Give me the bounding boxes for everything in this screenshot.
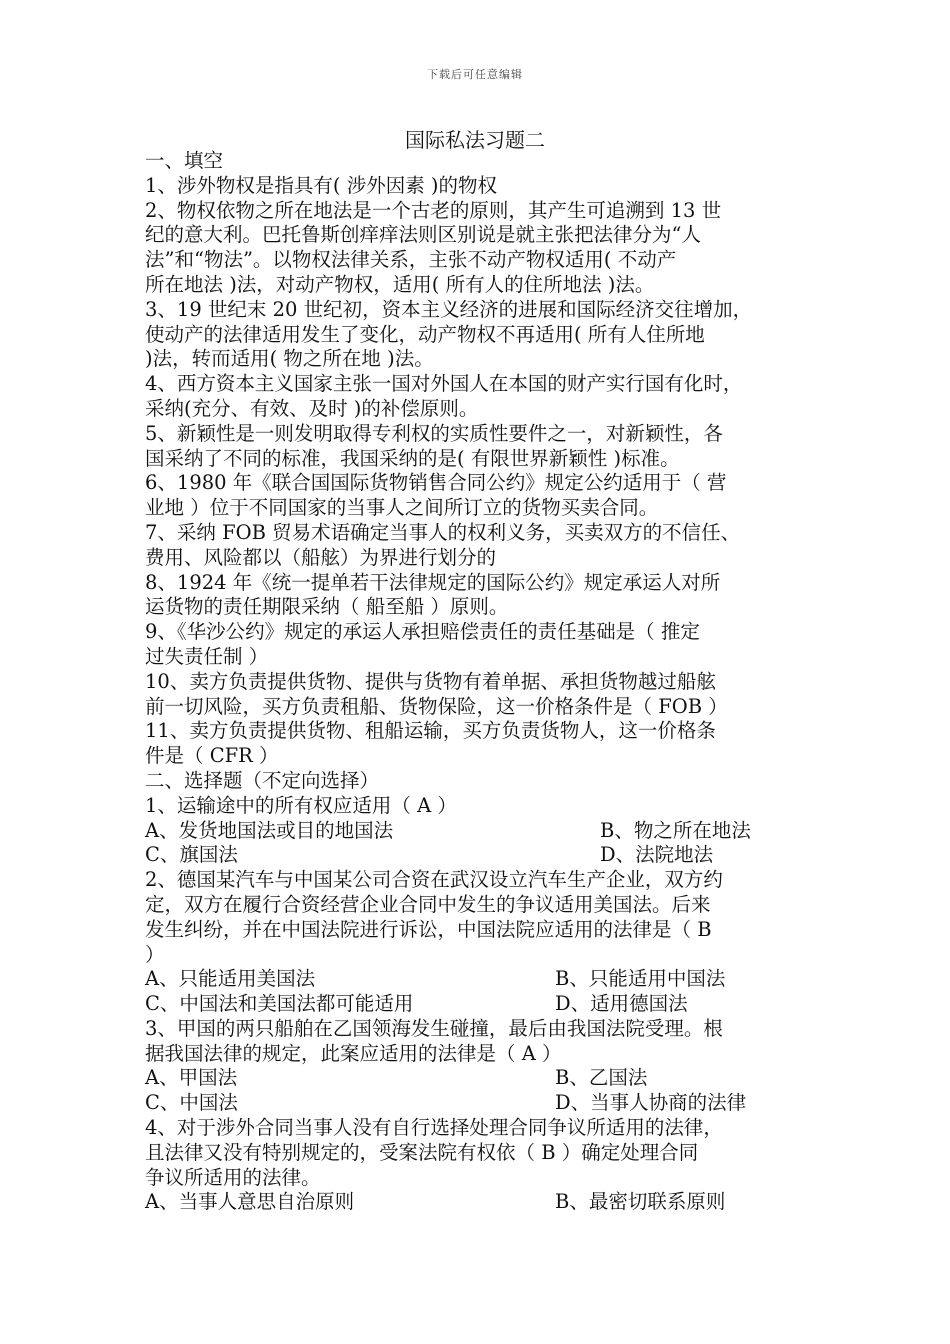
question-line: 据我国法律的规定，此案应适用的法律是（ A ） bbox=[145, 1041, 562, 1065]
text-line: 采纳(充分、有效、及时 )的补偿原则。 bbox=[145, 396, 479, 420]
option-row bbox=[145, 967, 815, 992]
option-a: A、发货地国法或目的地国法 bbox=[145, 818, 394, 842]
option-c: C、中国法 bbox=[145, 1091, 238, 1115]
document-title: 国际私法习题二 bbox=[405, 128, 545, 152]
option-d: D、当事人协商的法律 bbox=[555, 1091, 747, 1115]
text-line: 4、西方资本主义国家主张一国对外国人在本国的财产实行国有化时， bbox=[145, 372, 743, 396]
question-line: 1、运输途中的所有权应适用（ A ） bbox=[145, 793, 457, 817]
text-line: 纪的意大利。巴托鲁斯创痒痒法则区别说是就主张把法律分为“人 bbox=[145, 223, 701, 247]
text-line: 7、采纳 FOB 贸易术语确定当事人的权利义务，买卖双方的不信任、 bbox=[145, 520, 741, 544]
option-d: D、适用德国法 bbox=[555, 992, 688, 1016]
question-line: 2、德国某汽车与中国某公司合资在武汉设立汽车生产企业，双方约 bbox=[145, 868, 723, 892]
text-line: 1、涉外物权是指具有( 涉外因素 )的物权 bbox=[145, 173, 498, 197]
question-line: 定，双方在履行合资经营企业合同中发生的争议适用美国法。后来 bbox=[145, 892, 711, 916]
text-line: 2、物权依物之所在地法是一个古老的原则，其产生可追溯到 13 世 bbox=[145, 198, 722, 222]
text-line: )法，转而适用( 物之所在地 )法。 bbox=[145, 347, 434, 371]
option-a: A、当事人意思自治原则 bbox=[145, 1190, 355, 1214]
section-heading: 二、选择题（不定向选择） bbox=[145, 768, 380, 792]
option-row bbox=[145, 819, 815, 844]
text-line: 法”和“物法”。以物权法律关系，主张不动产物权适用( 不动产 bbox=[145, 248, 677, 272]
text-line: 件是（ CFR ） bbox=[145, 744, 279, 768]
text-line: 11、卖方负责提供货物、租船运输，买方负责货物人，这一价格条 bbox=[145, 719, 716, 743]
text-line: 一、填空 bbox=[145, 149, 224, 172]
question-line: 4、对于涉外合同当事人没有自行选择处理合同争议所适用的法律， bbox=[145, 1116, 723, 1140]
option-row bbox=[145, 843, 815, 868]
option-a: A、甲国法 bbox=[145, 1066, 238, 1090]
text-line: 业地 ）位于不同国家的当事人之间所订立的货物买卖合同。 bbox=[145, 496, 659, 520]
option-row bbox=[145, 1066, 815, 1091]
option-row bbox=[145, 1091, 815, 1116]
text-line: 运货物的责任期限采纳（ 船至船 ）原则。 bbox=[145, 595, 509, 619]
option-c: C、旗国法 bbox=[145, 843, 238, 867]
document-body bbox=[145, 149, 815, 1215]
question-line: 3、甲国的两只船舶在乙国领海发生碰撞，最后由我国法院受理。根 bbox=[145, 1016, 723, 1040]
text-line: 9、《华沙公约》规定的承运人承担赔偿责任的责任基础是（ 推定 bbox=[145, 620, 700, 644]
option-b: B、物之所在地法 bbox=[600, 818, 751, 842]
text-line: 过失责任制 ） bbox=[145, 644, 269, 668]
question-line: 且法律又没有特别规定的，受案法院有权依（ B ）确定处理合同 bbox=[145, 1140, 699, 1164]
text-line: 国采纳了不同的标准，我国采纳的是( 有限世界新颖性 )标准。 bbox=[145, 446, 680, 470]
option-c: C、中国法和美国法都可能适用 bbox=[145, 992, 414, 1016]
option-b: B、只能适用中国法 bbox=[555, 967, 726, 991]
text-line: 5、新颖性是一则发明取得专利权的实质性要件之一，对新颖性，各 bbox=[145, 421, 723, 445]
text-line: 6、1980 年《联合国国际货物销售合同公约》规定公约适用于（ 营 bbox=[145, 471, 727, 495]
text-line: 前一切风险，买方负责租船、货物保险，这一价格条件是（ FOB ） bbox=[145, 694, 728, 718]
option-row bbox=[145, 992, 815, 1017]
option-a: A、只能适用美国法 bbox=[145, 967, 316, 991]
question-line: ） bbox=[145, 942, 165, 966]
question-line: 发生纠纷，并在中国法院进行诉讼，中国法院应适用的法律是（ B bbox=[145, 917, 712, 941]
text-line: 8、1924 年《统一提单若干法律规定的国际公约》规定承运人对所 bbox=[145, 570, 721, 594]
question-line: 争议所适用的法律。 bbox=[145, 1165, 321, 1189]
option-b: B、乙国法 bbox=[555, 1066, 648, 1090]
text-line: 10、卖方负责提供货物、提供与货物有着单据、承担货物越过船舷 bbox=[145, 669, 716, 693]
option-d: D、法院地法 bbox=[600, 843, 714, 867]
text-line: 费用、风险都以（船舷）为界进行划分的 bbox=[145, 545, 497, 569]
text-line: 3、19 世纪末 20 世纪初，资本主义经济的进展和国际经济交往增加， bbox=[145, 297, 753, 321]
text-line: 所在地法 )法，对动产物权，适用( 所有人的住所地法 )法。 bbox=[145, 272, 655, 296]
page-header: 下载后可任意编辑 bbox=[427, 68, 523, 81]
text-line: 使动产的法律适用发生了变化，动产物权不再适用( 所有人住所地 bbox=[145, 322, 705, 346]
option-b: B、最密切联系原则 bbox=[555, 1190, 726, 1214]
option-row bbox=[145, 1190, 815, 1215]
